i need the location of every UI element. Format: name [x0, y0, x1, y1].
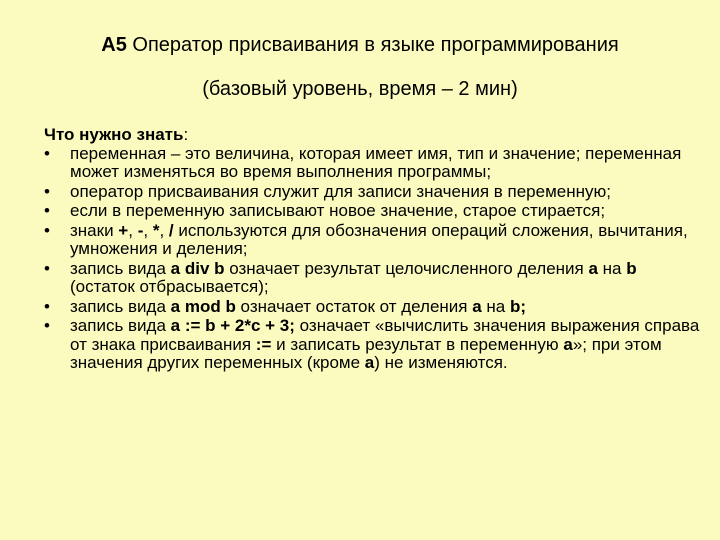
- item-text: (остаток отбрасывается);: [70, 277, 269, 296]
- item-text: запись вида: [70, 316, 171, 335]
- bullet-icon: •: [44, 143, 50, 163]
- item-text: на: [597, 258, 627, 278]
- item-text: на: [481, 296, 510, 316]
- item-text: означает остаток от деления: [235, 296, 473, 316]
- section-heading-label: Что нужно знать: [44, 125, 184, 144]
- item-text: означает «вычислить значения выражения справа от знака присваивания: [70, 316, 700, 354]
- item-text: знаки: [70, 220, 119, 240]
- bullet-icon: •: [44, 181, 50, 201]
- list-item: [44, 183, 704, 202]
- list-item: [44, 222, 704, 259]
- item-text: используются для обозначения операций сложения, вычитания, умножения и деления;: [70, 220, 688, 258]
- section-heading-colon: :: [183, 125, 189, 144]
- variable-name: b;: [509, 296, 527, 316]
- knowledge-list: [44, 145, 704, 373]
- item-text: ,: [143, 220, 153, 240]
- variable-name: b: [626, 258, 637, 278]
- bullet-icon: •: [44, 296, 50, 316]
- bullet-icon: •: [44, 316, 50, 335]
- list-item: [44, 145, 704, 182]
- page-subtitle: (базовый уровень, время – 2 мин): [202, 78, 518, 100]
- divide-sign: /: [168, 220, 174, 240]
- bullet-icon: •: [44, 220, 50, 240]
- item-text: ,: [128, 220, 138, 240]
- bullet-icon: •: [44, 201, 50, 220]
- variable-name: a: [364, 353, 375, 372]
- list-item: [44, 298, 704, 317]
- item-text: означает результат целочисленного деления: [224, 258, 589, 278]
- content-body: [44, 126, 704, 374]
- item-text: переменная – это величина, которая имеет имя, тип и значение; переменная может изменяться во время выполнения программы;: [70, 143, 682, 181]
- page-title: [0, 32, 720, 58]
- code-fragment: a mod b: [170, 296, 236, 316]
- variable-name: a: [472, 296, 482, 316]
- code-fragment: a div b: [170, 258, 225, 278]
- item-text: и записать результат в переменную: [271, 334, 564, 354]
- item-text: ,: [159, 220, 169, 240]
- item-text: если в переменную записывают новое значение, старое стирается;: [70, 201, 606, 220]
- list-item: [44, 260, 704, 297]
- task-id: А5: [101, 34, 127, 56]
- item-text: запись вида: [70, 258, 171, 278]
- variable-name: a: [588, 258, 598, 278]
- item-text: ) не изменяются.: [374, 353, 508, 372]
- list-item: [44, 317, 704, 373]
- title-text: Оператор присваивания в языке программирования: [126, 34, 619, 56]
- assign-operator: :=: [255, 334, 272, 354]
- minus-sign: -: [137, 220, 144, 240]
- item-text: оператор присваивания служит для записи значения в переменную;: [70, 181, 611, 201]
- item-text: запись вида: [70, 296, 171, 316]
- code-fragment: a := b + 2*c + 3;: [170, 316, 295, 335]
- multiply-sign: *: [152, 220, 160, 240]
- section-heading: [44, 126, 704, 145]
- item-text: »; при этом значения других переменных (кроме: [70, 334, 662, 372]
- variable-name: a: [563, 334, 573, 354]
- bullet-icon: •: [44, 258, 50, 278]
- list-item: [44, 202, 704, 221]
- plus-sign: +: [118, 220, 129, 240]
